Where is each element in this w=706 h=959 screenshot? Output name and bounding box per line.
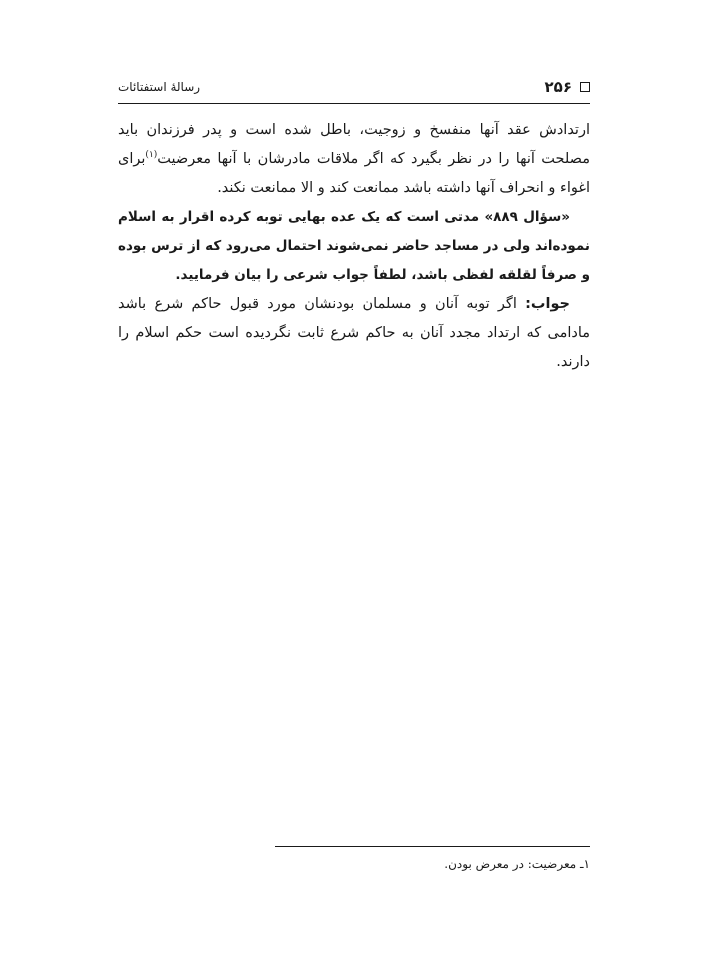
paragraph-1 bbox=[118, 116, 590, 203]
running-title: رسالهٔ استفتائات bbox=[118, 80, 201, 94]
page-number-group bbox=[545, 78, 590, 96]
body-text bbox=[118, 116, 590, 377]
answer-text: اگر توبه آنان و مسلمان بودنشان مورد قبول حاکم شرع باشد مادامی که ارتداد مجدد آنان به حاکم شرع ثابت نگردیده است حکم اسلام را دارند. bbox=[118, 296, 591, 370]
answer-paragraph bbox=[118, 290, 590, 377]
header-rule bbox=[118, 103, 590, 104]
answer-label: جواب: bbox=[525, 296, 570, 312]
footnote: ۱ـ معرضیت: در معرض بودن. bbox=[444, 857, 590, 871]
paragraph-1-end: برای اغواء و انحراف آنها داشته باشد ممانعت کند و الا ممانعت نکند. bbox=[118, 151, 590, 196]
page-header bbox=[118, 74, 590, 100]
question-paragraph: «سؤال ۸۸۹» مدتی است که یک عده بهایی توبه کرده اقرار به اسلام نموده‌اند ولی در مساجد حاضر نمی‌شوند احتمال می‌رود که از ترس بوده و صرفاً لقلقه لفظی باشد، لطفاً جواب شرعی را بیان فرمایید. bbox=[118, 209, 590, 283]
footnote-reference: (۱) bbox=[145, 150, 158, 161]
page-number: ۲۵۶ bbox=[544, 78, 572, 96]
square-bullet-icon bbox=[580, 82, 590, 92]
footnote-rule bbox=[275, 846, 590, 847]
paragraph-1-text: ارتدادش عقد آنها منفسخ و زوجیت، باطل شده است و پدر فرزندان باید مصلحت آنها را در نظر بگیرد که اگر ملاقات مادرشان با آنها معرضیت bbox=[118, 122, 590, 167]
